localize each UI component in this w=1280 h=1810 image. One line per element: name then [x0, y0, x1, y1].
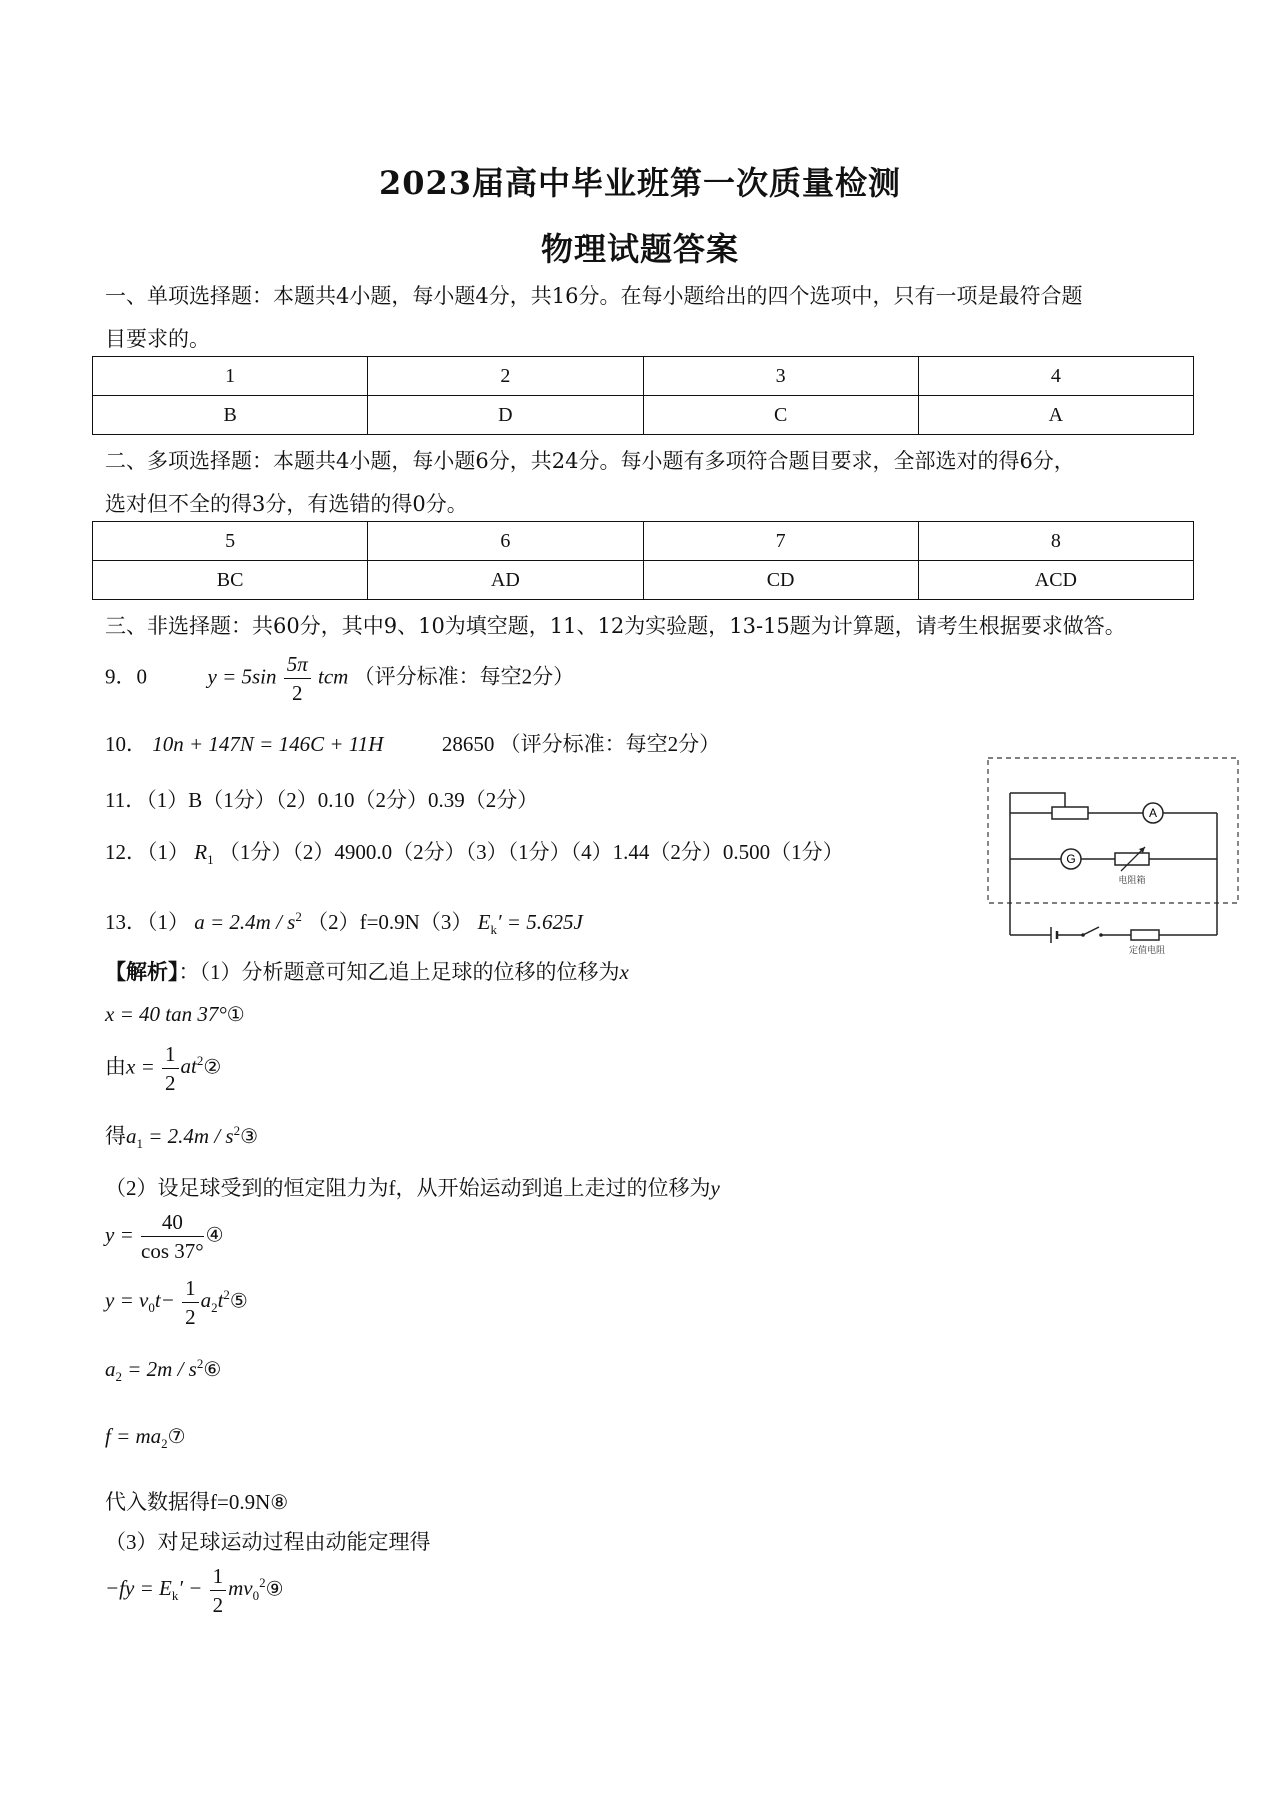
switch-icon	[1083, 927, 1099, 935]
section2-intro-line2: 选对但不全的得3分，有选错的得0分。	[105, 492, 468, 516]
circled-6-icon: ⑥	[203, 1357, 222, 1381]
q13-kinetic-energy: $E_k' = 5.625J$	[477, 910, 583, 938]
analysis-eq1: x = 40 tan 37°①	[105, 1002, 245, 1026]
section3-intro: 三、非选择题：共60分，其中9、10为填空题，11、12为实验题，13-15题为计算题，请考生根据要求做答。	[105, 614, 1126, 638]
analysis-eq4: y = $\frac{40}{\cos 37^\circ}$ ④	[105, 1210, 224, 1263]
analysis-eq7: $f = ma_2⑦$	[105, 1424, 186, 1452]
question-number: 4	[918, 357, 1193, 396]
q10-nuclear-equation: 10n + 147N = 146C + 11H	[152, 732, 389, 756]
circled-2-icon: ②	[203, 1054, 222, 1079]
answer-cell: CD	[643, 561, 918, 600]
q12-answer: 12．（1） $R_1$ （1分）（2）4900.0（2分）（3）（1分）（4）1.44（2分）0.500（1分）	[105, 840, 844, 868]
analysis-eq3: 得$a_1 = 2.4m$ / $s^2③$	[105, 1123, 259, 1152]
question-number: 3	[643, 357, 918, 396]
q10-label: 10．	[105, 732, 147, 756]
circled-4-icon: ④	[205, 1222, 224, 1247]
q10-answer	[105, 728, 720, 758]
q9-equation-left: y = 5sin	[207, 664, 277, 689]
resistance-box-icon	[1115, 853, 1149, 865]
answer-cell: D	[368, 396, 643, 435]
answer-cell: A	[918, 396, 1193, 435]
fraction: $\frac{1}{2}$	[210, 1562, 227, 1619]
section2-intro	[105, 440, 1190, 526]
circled-9-icon: ⑨	[265, 1576, 284, 1601]
analysis-eq9: $-fy = E_k'$ − $\frac{1}{2}$ $mv_0^2⑨$	[105, 1564, 284, 1617]
answer-cell: C	[643, 396, 918, 435]
circled-7-icon: ⑦	[167, 1424, 186, 1448]
fraction: $\frac{1}{2}$	[162, 1040, 179, 1097]
analysis-part3: （3）对足球运动过程由动能定理得	[105, 1530, 431, 1554]
section1-intro-line1: 一、单项选择题：本题共4小题，每小题4分，共16分。在每小题给出的四个选项中，只有一项是最符合题	[105, 284, 1083, 308]
question-number: 1	[93, 357, 368, 396]
table-row	[93, 561, 1194, 600]
circled-3-icon: ③	[240, 1124, 259, 1148]
q10-scoring-note: （评分标准：每空2分）	[499, 732, 721, 756]
question-number: 7	[643, 522, 918, 561]
table-row	[93, 357, 1194, 396]
exam-subtitle: 物理试题答案	[540, 230, 739, 268]
question-number: 8	[918, 522, 1193, 561]
q9-label: 9．0	[105, 664, 147, 689]
section1-intro	[105, 275, 1190, 361]
section1-intro-line2: 目要求的。	[105, 327, 210, 351]
analysis-part2: （2）设足球受到的恒定阻力为f，从开始运动到追上走过的位移为y	[105, 1176, 720, 1200]
exam-title: 2023届高中毕业班第一次质量检测	[378, 164, 902, 202]
q9-answer	[105, 650, 574, 707]
circled-5-icon: ⑤	[229, 1288, 248, 1313]
fixed-resistor-icon	[1131, 930, 1159, 940]
section1-answer-table	[92, 356, 1194, 435]
svg-text:G: G	[1066, 852, 1076, 866]
table-row	[93, 522, 1194, 561]
answer-cell: BC	[93, 561, 368, 600]
table-row	[93, 396, 1194, 435]
svg-text:定值电阻: 定值电阻	[1128, 946, 1166, 955]
analysis-eq8: 代入数据得f=0.9N⑧	[105, 1490, 289, 1514]
q13-part2: （2）f=0.9N（3）	[307, 910, 473, 934]
q9-equation-right: tcm	[318, 664, 349, 689]
analysis-intro: 【解析】：（1）分析题意可知乙追上足球的位移的位移为x	[105, 960, 629, 984]
q10-value: 28650	[441, 732, 495, 756]
section2-answer-table	[92, 521, 1194, 600]
rheostat-icon	[1052, 807, 1088, 819]
question-number: 2	[368, 357, 643, 396]
answer-cell: ACD	[918, 561, 1193, 600]
q13-acceleration: $a = 2.4m / s^2$	[194, 909, 302, 934]
circled-1-icon: ①	[226, 1002, 245, 1026]
q9-fraction: $\frac{5\pi}{2}$	[284, 650, 311, 707]
q13-answer: 13．（1） $a = 2.4m / s^2$ （2）f=0.9N（3） $E_k' = 5.625J$	[105, 909, 583, 938]
section2-intro-line1: 二、多项选择题：本题共4小题，每小题6分，共24分。每小题有多项符合题目要求，全部选对的得6分，	[105, 449, 1075, 473]
question-number: 6	[368, 522, 643, 561]
dashed-box	[988, 758, 1238, 903]
q12-rest: （1分）（2）4900.0（2分）（3）（1分）（4）1.44（2分）0.500（1分）	[218, 840, 844, 864]
q9-scoring-note: （评分标准：每空2分）	[353, 664, 575, 689]
q12-resistor-symbol: $R_1$	[194, 840, 214, 868]
analysis-eq2: 由x = $\frac{1}{2}$ $at^2②$	[105, 1042, 222, 1095]
answer-cell: AD	[368, 561, 643, 600]
svg-text:A: A	[1148, 806, 1158, 820]
q11-answer: 11．（1）B（1分）（2）0.10（2分）0.39（2分）	[105, 788, 539, 812]
answer-cell: B	[93, 396, 368, 435]
fraction: $\frac{40}{\cos 37^\circ}$	[141, 1210, 204, 1263]
circuit-diagram	[985, 755, 1245, 955]
question-number: 5	[93, 522, 368, 561]
analysis-eq6: $a_2 = 2m$ / $s^2⑥$	[105, 1356, 222, 1385]
analysis-eq5: $y = v_0t-$ $\frac{1}{2}$ $a_2t^2⑤$	[105, 1276, 248, 1329]
svg-text:电阻箱: 电阻箱	[1118, 876, 1146, 886]
circled-8-icon: ⑧	[270, 1490, 289, 1514]
fraction: $\frac{1}{2}$	[182, 1274, 199, 1331]
